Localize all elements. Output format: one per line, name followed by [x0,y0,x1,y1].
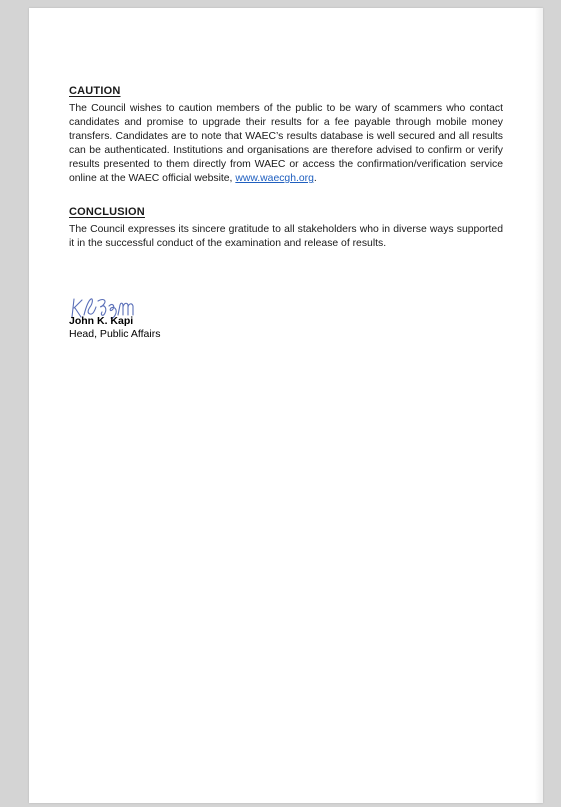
caution-heading: CAUTION [69,85,121,97]
signature-block [69,293,269,341]
conclusion-section [69,206,503,251]
caution-section [69,85,503,186]
caution-paragraph [69,102,503,186]
document-page [29,8,543,803]
conclusion-heading: CONCLUSION [69,206,145,218]
caution-text: The Council wishes to caution members of the public to be wary of scammers who contact candidates and promise to upgrade their results for a fee payable through mobile money transfers. Candidates are to note that WAEC’s results database is well secured and all results can be authenticated. Institutions and organisations are therefore advised to confirm or verify results presented to them directly from WAEC or access the confirmation/verification service online at the WAEC official website, [69,103,503,184]
signatory-name: John K. Kapi [69,315,134,327]
caution-text-end: . [313,173,317,184]
signatory-title: Head, Public Affairs [69,328,161,340]
page-edge-shadow [535,8,543,803]
document-content [69,85,503,251]
conclusion-paragraph: The Council expresses its sincere gratitude to all stakeholders who in diverse ways supported it in the successful conduct of the examination and release of results. [69,224,503,249]
waec-website-link[interactable]: www.waecgh.org [235,173,314,184]
